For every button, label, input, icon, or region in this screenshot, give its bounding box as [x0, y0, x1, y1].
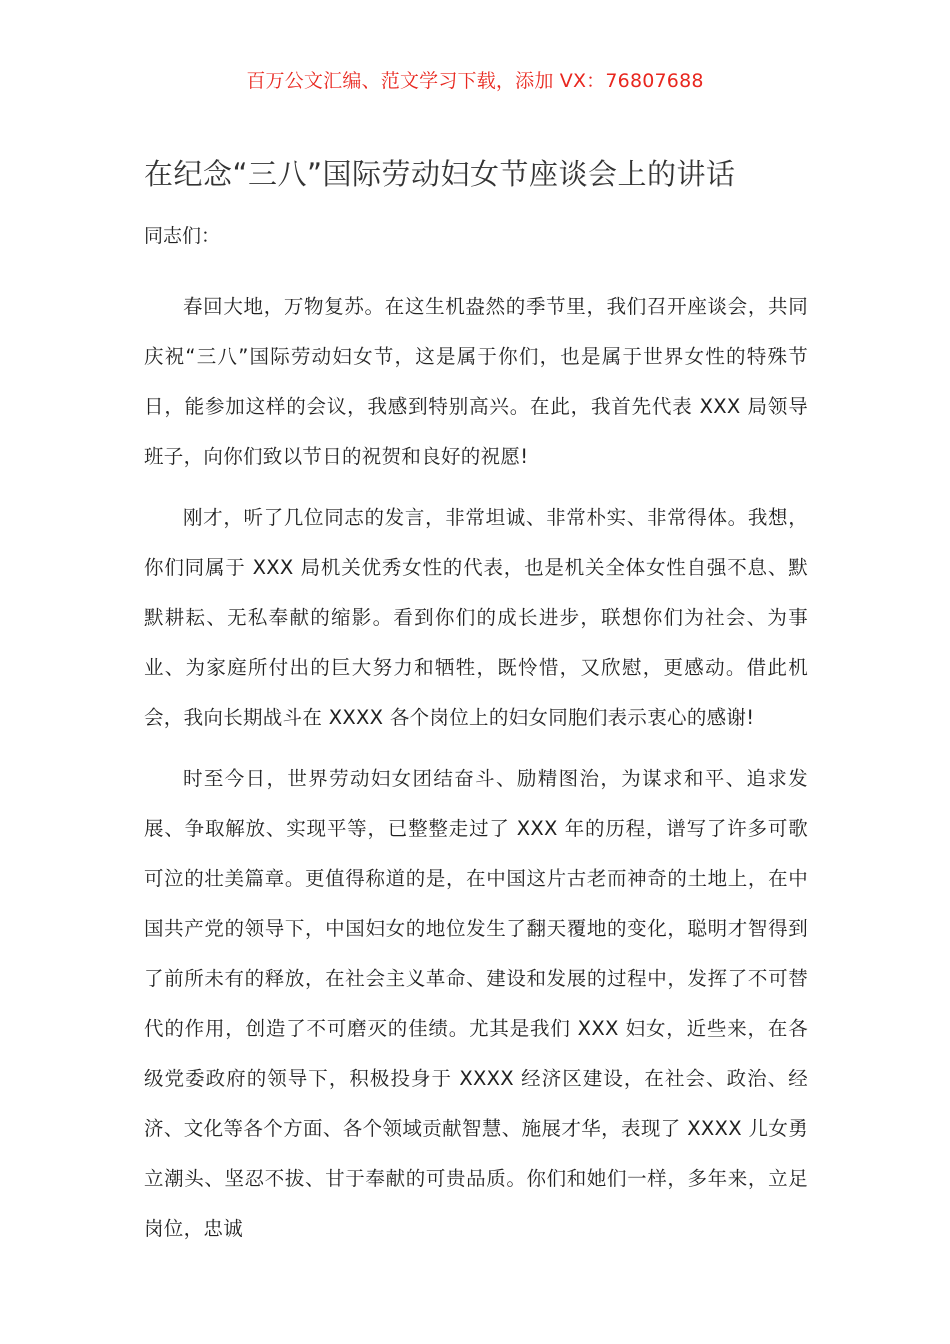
paragraph-1: 春回大地，万物复苏。在这生机盎然的季节里，我们召开座谈会，共同庆祝“三八”国际劳动妇女节，这是属于你们，也是属于世界女性的特殊节日，能参加这样的会议，我感到特别高兴。在此，我首先代表 XXX 局领导班子，向你们致以节日的祝贺和良好的祝愿!: [144, 295, 808, 468]
paragraph-2: 刚才，听了几位同志的发言，非常坦诚、非常朴实、非常得体。我想，你们同属于 XXX 局机关优秀女性的代表，也是机关全体女性自强不息、默默耕耘、无私奉献的缩影。看到你们的成长进步，联想你们为社会、为事业、为家庭所付出的巨大努力和牺牲，既怜惜，又欣慰，更感动。借此机会，我向长期战斗在 XXXX 各个岗位上的妇女同胞们表示衷心的感谢!: [144, 506, 808, 729]
salutation: 同志们：: [144, 225, 221, 247]
page-title: 在纪念“三八”国际劳动妇女节座谈会上的讲话: [144, 157, 736, 191]
paragraph-3: 时至今日，世界劳动妇女团结奋斗、励精图治，为谋求和平、追求发展、争取解放、实现平等，已整整走过了 XXX 年的历程，谱写了许多可歌可泣的壮美篇章。更值得称道的是，在中国这片古老而神奇的土地上，在中国共产党的领导下，中国妇女的地位发生了翻天覆地的变化，聪明才智得到了前所未有的释放，在社会主义革命、建设和发展的过程中，发挥了不可替代的作用，创造了不可磨灭的佳绩。尤其是我们 XXX 妇女，近些来，在各级党委政府的领导下，积极投身于 XXXX 经济区建设，在社会、政治、经济、文化等各个方面、各个领域贡献智慧、施展才华，表现了 XXXX 儿女勇立潮头、坚忍不拔、甘于奉献的可贵品质。你们和她们一样，多年来，立足岗位，忠诚: [144, 767, 808, 1240]
document-body: [144, 282, 808, 1265]
promo-banner: 百万公文汇编、范文学习下载，添加 VX：76807688: [246, 70, 704, 92]
